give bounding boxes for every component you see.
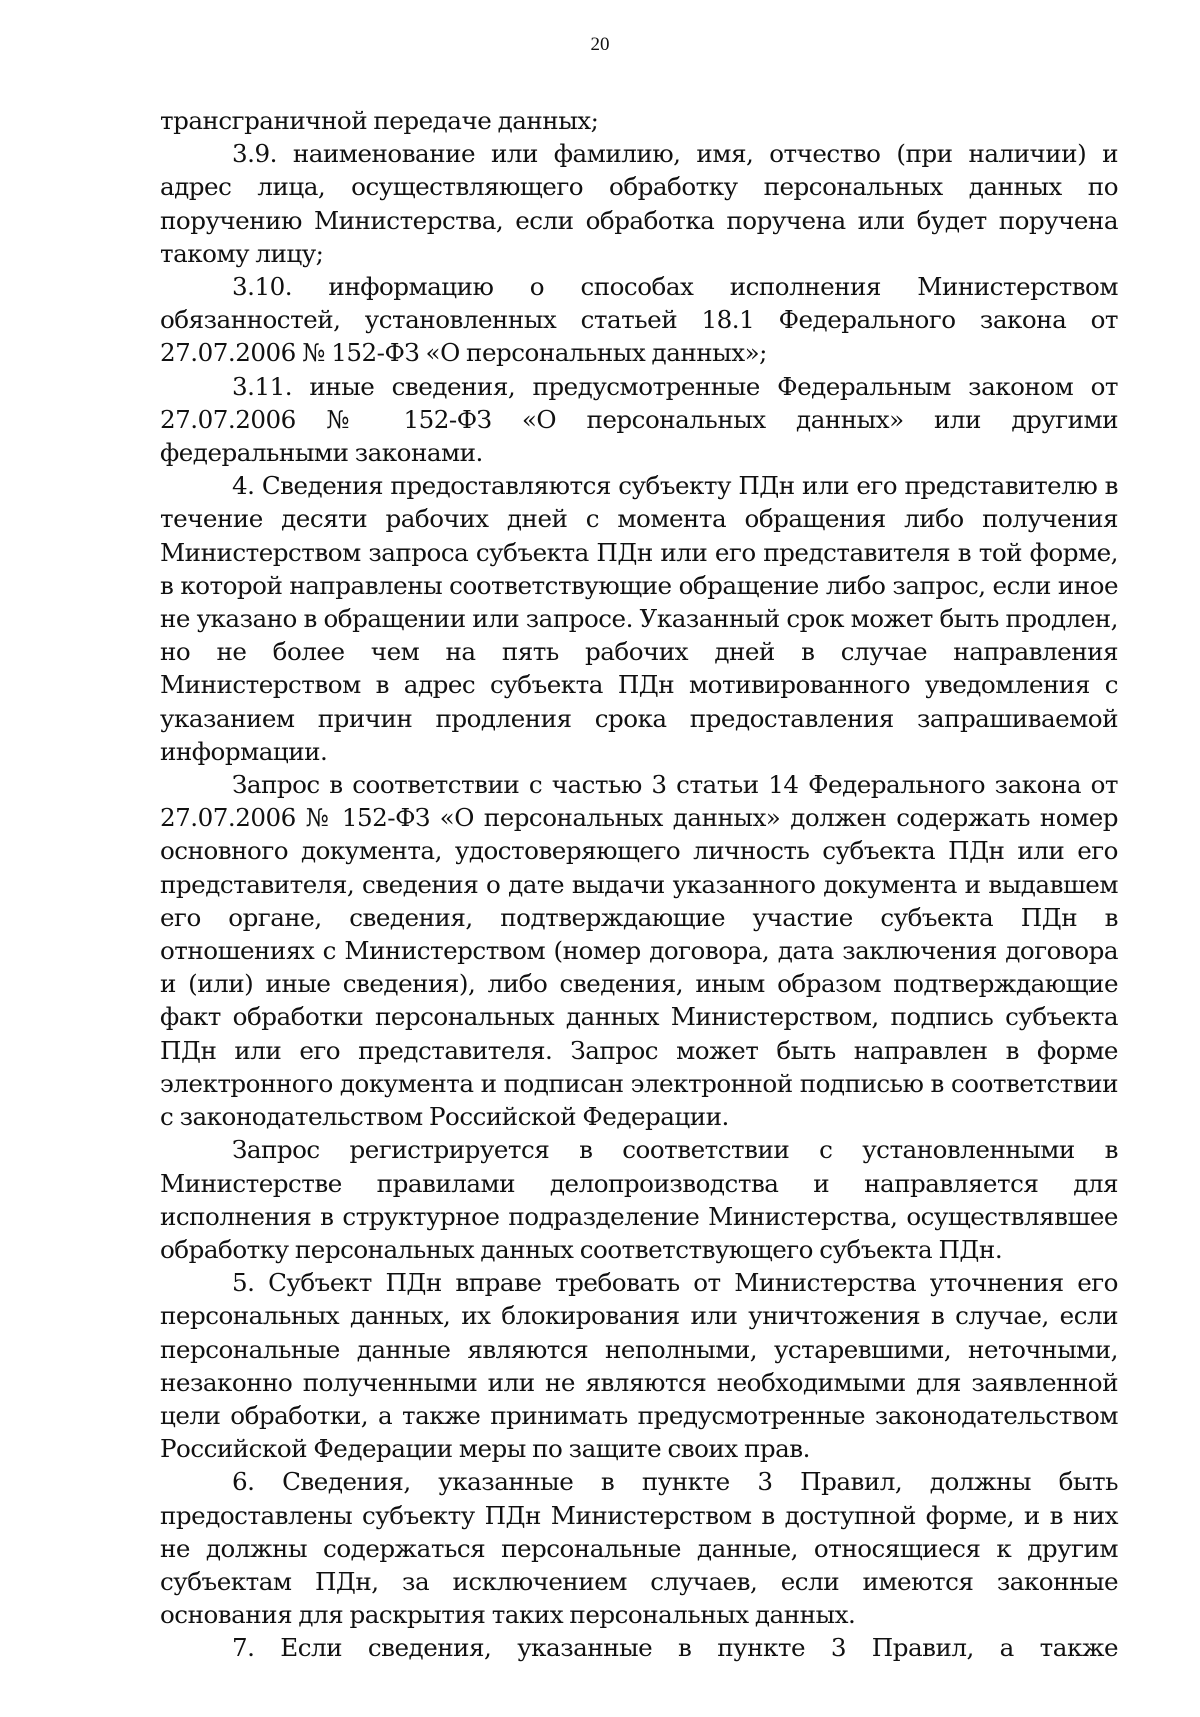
page-number: 20: [590, 34, 610, 55]
paragraph-3-9: 3.9. наименование или фамилию, имя, отчество (при наличии) и адрес лица, осуществляющего обработку персональных данных по поручению Министерства, если обработка поручена или будет поручена такому лицу;: [160, 139, 1118, 268]
paragraph-7: 7. Если сведения, указанные в пункте 3 Правил, а также: [232, 1633, 1118, 1663]
paragraph-3-11: 3.11. иные сведения, предусмотренные Федеральным законом от 27.07.2006 № 152-ФЗ «О персональных данных» или другими федеральными законами.: [160, 371, 1118, 468]
paragraph-6: 6. Сведения, указанные в пункте 3 Правил, должны быть предоставлены субъекту ПДн Министерством в доступной форме, и в них не должны содержаться персональные данные, относящиеся к другим субъектам ПДн, за исключением случаев, если имеются законные основания для раскрытия таких персональных данных.: [160, 1467, 1118, 1630]
paragraph-3-10: 3.10. информацию о способах исполнения Министерством обязанностей, установленных статьей 18.1 Федерального закона от 27.07.2006 № 152-ФЗ «О персональных данных»;: [160, 272, 1118, 368]
paragraph-5: 5. Субъект ПДн вправе требовать от Министерства уточнения его персональных данных, их блокирования или уничтожения в случае, если персональные данные являются неполными, устаревшими, неточными, незаконно полученными или не являются необходимыми для заявленной цели обработки, а также принимать предусмотренные законодательством Российской Федерации меры по защите своих прав.: [160, 1268, 1118, 1464]
paragraph-continuation: трансграничной передаче данных;: [160, 106, 599, 135]
document-body: [160, 104, 1118, 1665]
paragraph-request-contents: Запрос в соответствии с частью 3 статьи 14 Федерального закона от 27.07.2006 № 152-ФЗ «О персональных данных» должен содержать номер основного документа, удостоверяющего личность субъекта ПДн или его представителя, сведения о дате выдачи указанного документа и выдавшем его органе, сведения, подтверждающие участие субъекта ПДн в отношениях с Министерством (номер договора, дата заключения договора и (или) иные сведения), либо сведения, иным образом подтверждающие факт обработки персональных данных Министерством, подпись субъекта ПДн или его представителя. Запрос может быть направлен в форме электронного документа и подписан электронной подписью в соответствии с законодательством Российской Федерации.: [160, 770, 1118, 1132]
paragraph-request-registration: Запрос регистрируется в соответствии с установленными в Министерстве правилами делопроизводства и направляется для исполнения в структурное подразделение Министерства, осуществлявшее обработку персональных данных соответствующего субъекта ПДн.: [160, 1135, 1118, 1264]
paragraph-4: 4. Сведения предоставляются субъекту ПДн или его представителю в течение десяти рабочих дней с момента обращения либо получения Министерством запроса субъекта ПДн или его представителя в той форме, в которой направлены соответствующие обращение либо запрос, если иное не указано в обращении или запросе. Указанный срок может быть продлен, но не более чем на пять рабочих дней в случае направления Министерством в адрес субъекта ПДн мотивированного уведомления с указанием причин продления срока предоставления запрашиваемой информации.: [160, 471, 1118, 766]
